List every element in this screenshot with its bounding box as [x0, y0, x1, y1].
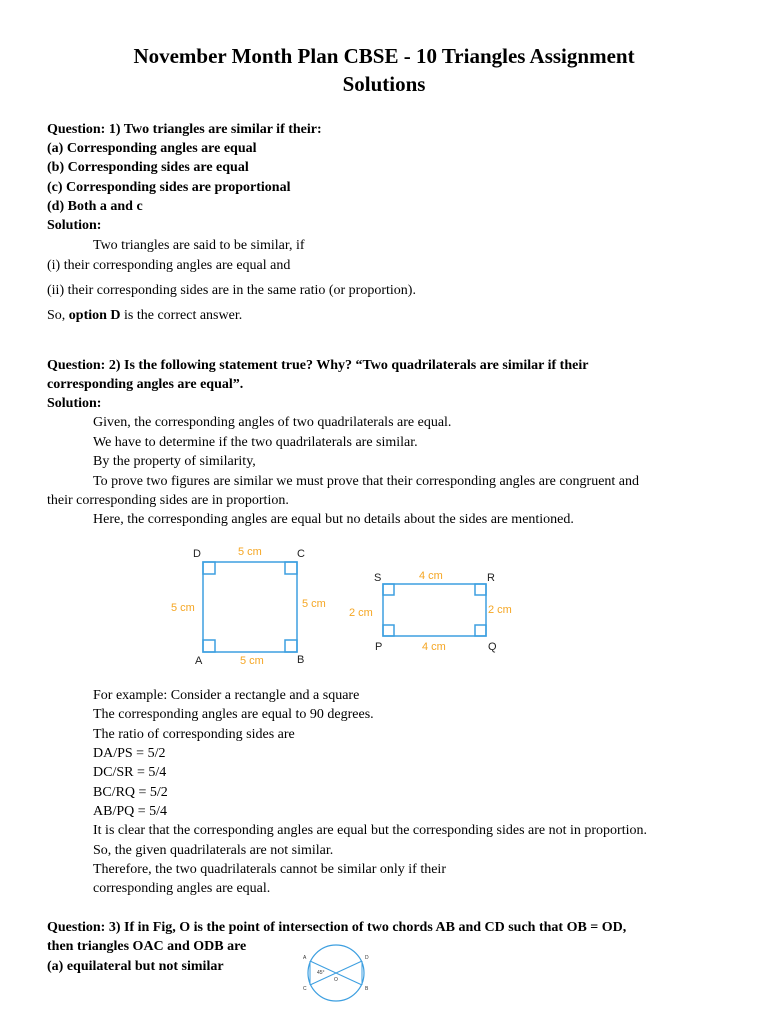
q2-question-line-2: corresponding angles are equal”.: [47, 377, 244, 392]
rectangle-top-length: 4 cm: [419, 570, 443, 582]
right-angle-mark: [475, 625, 486, 636]
right-angle-mark: [285, 640, 297, 652]
q2-after-line: It is clear that the corresponding angles are equal but the corresponding sides are not in proportion.: [93, 823, 647, 838]
vertex-Q: Q: [488, 641, 497, 653]
square-right-length: 5 cm: [302, 598, 326, 610]
point-D: D: [365, 955, 369, 961]
q2-solution-line: Given, the corresponding angles of two quadrilaterals are equal.: [93, 415, 452, 430]
vertex-S: S: [374, 572, 382, 584]
title-line-1: November Month Plan CBSE - 10 Triangles Assignment: [133, 44, 635, 68]
vertex-C: C: [297, 548, 305, 560]
q2-solution-line: We have to determine if the two quadrilaterals are similar.: [93, 435, 418, 450]
q2-after-line: corresponding angles are equal.: [93, 881, 271, 896]
vertex-A: A: [195, 655, 203, 667]
rectangle-PQRS: [383, 584, 486, 636]
q1-question: Question: 1) Two triangles are similar if their:: [47, 122, 322, 137]
vertex-P: P: [375, 641, 383, 653]
q1-solution-line: Two triangles are said to be similar, if: [93, 238, 305, 253]
q3-question-line-1: Question: 3) If in Fig, O is the point of intersection of two chords AB and CD such that OB = OD,: [47, 920, 627, 935]
right-angle-mark: [475, 584, 486, 595]
square-bottom-length: 5 cm: [240, 655, 264, 667]
q1-solution-label: Solution:: [47, 218, 102, 233]
right-angle-mark: [203, 640, 215, 652]
vertex-B: B: [297, 654, 305, 666]
q2-ratio-dc-sr: DC/SR = 5/4: [93, 765, 167, 780]
title-line-2: Solutions: [342, 72, 426, 96]
q2-ratio-bc-rq: BC/RQ = 5/2: [93, 785, 168, 800]
right-angle-mark: [203, 562, 215, 574]
right-angle-mark: [383, 625, 394, 636]
square-top-length: 5 cm: [238, 546, 262, 558]
q2-after-line: So, the given quadrilaterals are not similar.: [93, 843, 334, 858]
q3-question-line-2: then triangles OAC and ODB are: [47, 939, 247, 954]
q2-after-line: The ratio of corresponding sides are: [93, 727, 295, 742]
chords-circle-figure: [300, 942, 375, 1006]
q2-ratio-da-ps: DA/PS = 5/2: [93, 746, 166, 761]
square-ABCD: [203, 562, 297, 652]
q1-option-d: (d) Both a and c: [47, 199, 143, 214]
q2-question-line-1: Question: 2) Is the following statement true? Why? “Two quadrilaterals are similar if their: [47, 358, 589, 373]
square-outline: [203, 562, 297, 652]
q3-option-a: (a) equilateral but not similar: [47, 959, 224, 974]
q1-answer: [47, 306, 242, 325]
vertex-D: D: [193, 548, 201, 560]
q2-solution-line: their corresponding sides are in proportion.: [47, 493, 289, 508]
point-B: B: [365, 986, 369, 992]
q1-option-c: (c) Corresponding sides are proportional: [47, 180, 291, 195]
vertex-R: R: [487, 572, 495, 584]
right-angle-mark: [383, 584, 394, 595]
rectangle-left-length: 2 cm: [349, 607, 373, 619]
angle-label: 45°: [317, 970, 325, 976]
rectangle-right-length: 2 cm: [488, 604, 512, 616]
q1-answer-suffix: is the correct answer.: [120, 308, 243, 323]
square-left-length: 5 cm: [171, 602, 195, 614]
point-C: C: [303, 986, 307, 992]
q2-solution-line: Here, the corresponding angles are equal but no details about the sides are mentioned.: [93, 512, 574, 527]
q1-option-a: (a) Corresponding angles are equal: [47, 141, 257, 156]
q2-after-line: For example: Consider a rectangle and a square: [93, 688, 360, 703]
rectangle-bottom-length: 4 cm: [422, 641, 446, 653]
q1-option-b: (b) Corresponding sides are equal: [47, 160, 249, 175]
q1-answer-prefix: So,: [47, 308, 69, 323]
q2-solution-label: Solution:: [47, 396, 102, 411]
q1-solution-line: (i) their corresponding angles are equal and: [47, 258, 291, 273]
rectangle-outline: [383, 584, 486, 636]
point-O: O: [334, 977, 338, 983]
quadrilaterals-figure: [160, 540, 530, 675]
q1-solution-line: (ii) their corresponding sides are in the same ratio (or proportion).: [47, 283, 416, 298]
q2-ratio-ab-pq: AB/PQ = 5/4: [93, 804, 168, 819]
q2-solution-line: By the property of similarity,: [93, 454, 256, 469]
point-A: A: [303, 955, 307, 961]
q2-after-line: The corresponding angles are equal to 90 degrees.: [93, 707, 374, 722]
q2-solution-line: To prove two figures are similar we must prove that their corresponding angles are congruent and: [93, 474, 640, 489]
right-angle-mark: [285, 562, 297, 574]
q2-after-line: Therefore, the two quadrilaterals cannot be similar only if their: [93, 862, 446, 877]
page-title: [0, 42, 768, 98]
q1-answer-option: option D: [68, 308, 121, 323]
